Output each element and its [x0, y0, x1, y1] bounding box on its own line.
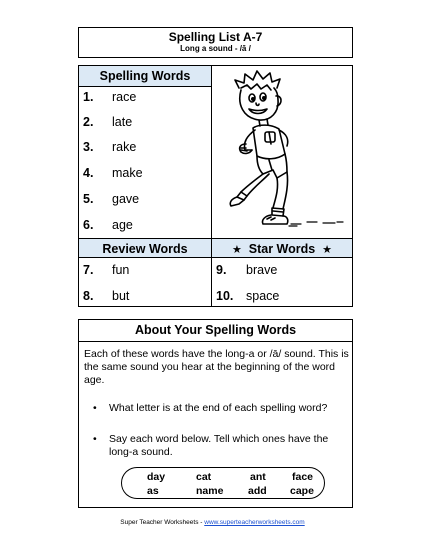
word-number: 6.	[83, 218, 94, 232]
about-divider	[79, 341, 352, 342]
word-number: 7.	[83, 263, 94, 277]
words-box	[78, 65, 353, 307]
word-number: 8.	[83, 289, 94, 303]
page-subtitle: Long a sound - /ā /	[180, 44, 251, 53]
star-icon: ★	[322, 244, 333, 256]
star-icon: ★	[231, 244, 242, 256]
review-word: but	[112, 289, 130, 303]
word-number: 10.	[216, 289, 234, 303]
word-number: 5.	[83, 192, 94, 206]
title-box	[78, 27, 353, 58]
spelling-word: make	[112, 166, 143, 180]
spelling-words-header: Spelling Words	[79, 66, 212, 87]
footer-text: Super Teacher Worksheets -	[120, 519, 205, 526]
footer	[0, 519, 425, 526]
word-number: 2.	[83, 115, 94, 129]
column-divider	[211, 258, 212, 306]
spelling-word: rake	[112, 140, 137, 154]
spelling-word: race	[112, 90, 137, 104]
spelling-word: gave	[112, 192, 140, 206]
review-word: fun	[112, 263, 130, 277]
word-number: 1.	[83, 90, 94, 104]
word-bank-item: as	[147, 485, 159, 497]
review-words-header: Review Words	[79, 238, 212, 258]
bullet-text: What letter is at the end of each spelling word?	[109, 402, 328, 414]
page-title: Spelling List A-7	[168, 30, 263, 44]
about-paragraph: Each of these words have the long-a or /ā/ sound. This is the same sound you hear at the beginning of the word age.	[84, 348, 349, 386]
word-bank-item: face	[292, 471, 314, 483]
star-words-header-label: Star Words	[248, 242, 316, 256]
bullet-icon: •	[93, 433, 97, 445]
spelling-word: late	[112, 115, 133, 129]
column-divider	[211, 87, 212, 238]
word-number: 9.	[216, 263, 227, 277]
word-number: 3.	[83, 140, 94, 154]
running-boy-illustration	[225, 66, 353, 236]
about-title: About Your Spelling Words	[134, 323, 297, 337]
star-words-header	[212, 238, 352, 258]
word-bank-item: day	[147, 471, 166, 483]
footer-link[interactable]: www.superteacherworksheets.com	[204, 519, 305, 526]
bullet-icon: •	[93, 402, 97, 414]
star-word: space	[246, 289, 280, 303]
word-bank-item: add	[248, 485, 267, 497]
word-bank-item: cat	[196, 471, 212, 483]
word-bank-item: name	[196, 485, 224, 497]
word-bank-item: cape	[290, 485, 314, 497]
bullet-text: Say each word below. Tell which ones have the long-a sound.	[109, 433, 329, 458]
word-bank-item: ant	[250, 471, 266, 483]
star-word: brave	[246, 263, 278, 277]
word-bank	[121, 467, 325, 499]
spelling-word: age	[112, 218, 133, 232]
about-box	[78, 319, 353, 508]
word-number: 4.	[83, 166, 94, 180]
